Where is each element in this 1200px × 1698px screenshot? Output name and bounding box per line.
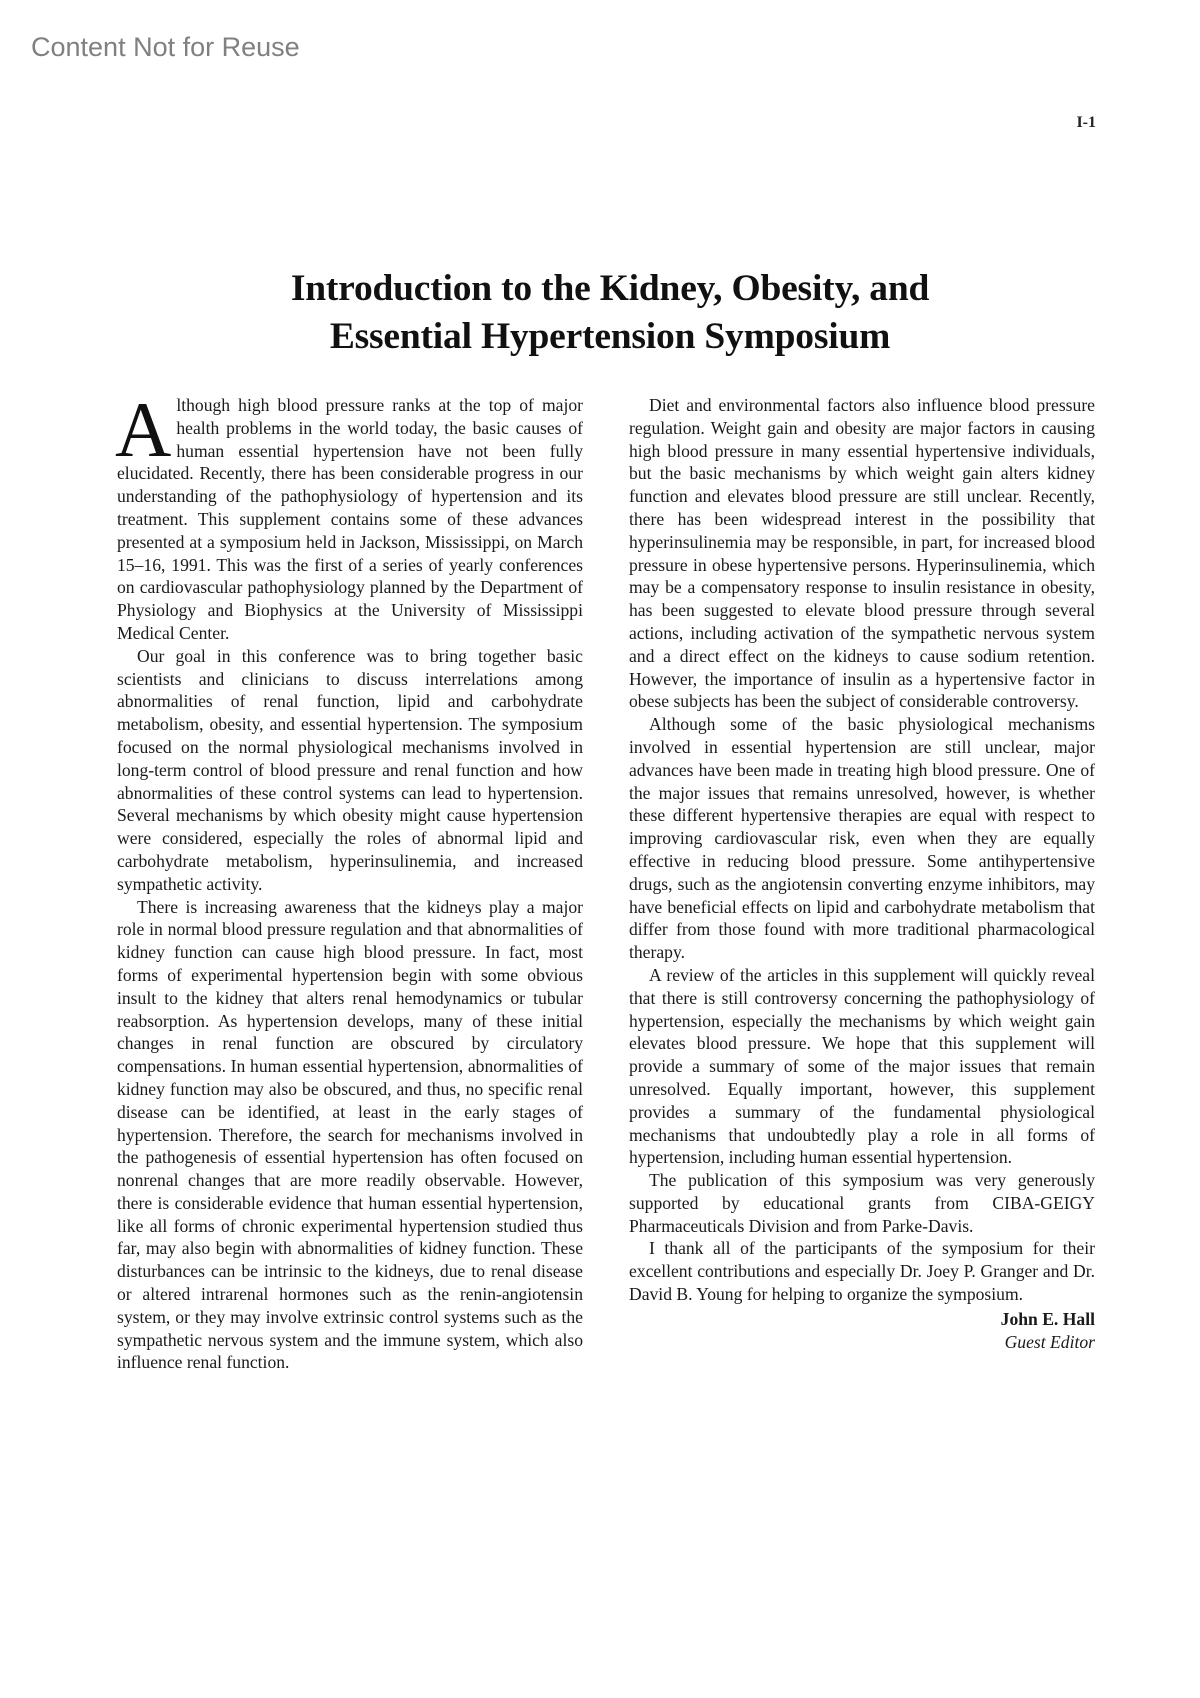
right-column xyxy=(629,394,1095,1353)
paragraph: Our goal in this conference was to bring together basic scientists and clinicians to discuss interrelations among abnormalities of renal function, lipid and carbohydrate metabolism, obesity, and essential hypertension. The symposium focused on the normal physiological mechanisms involved in long-term control of blood pressure and renal function and how abnormalities of these control systems can lead to hypertension. Several mechanisms by which obesity might cause hypertension were considered, especially the roles of abnormal lipid and carbohydrate metabolism, hyperinsulinemia, and increased sympathetic activity. xyxy=(117,645,583,894)
title-line-1: Introduction to the Kidney, Obesity, and xyxy=(290,268,930,309)
drop-cap: A xyxy=(115,386,172,473)
paragraph-text: lthough high blood pressure ranks at the top of major health problems in the world today, the basic causes of human essential hypertension have not been fully elucidated. Recently, there has been considerable progress in our understanding of the pathophysiology of hypertension and its treatment. This supplement contains some of these advances presented at a symposium held in Jackson, Mississippi, on March 15–16, 1991. This was the first of a series of yearly conferences on cardiovascular pathophysiology planned by the Department of Physiology and Biophysics at the University of Mississippi Medical Center. xyxy=(117,395,583,643)
paragraph: Although some of the basic physiological mechanisms involved in essential hypertension are still unclear, major advances have been made in treating high blood pressure. One of the major issues that remains unresolved, however, is whether these different hypertensive therapies are equal with respect to improving cardiovascular risk, even when they are equally effective in reducing blood pressure. Some antihypertensive drugs, such as the angiotensin converting enzyme inhibitors, may have beneficial effects on lipid and carbohydrate metabolism that differ from those found with more traditional pharmacological therapy. xyxy=(629,714,1095,963)
paragraph xyxy=(115,386,583,645)
watermark-text: Content Not for Reuse xyxy=(31,32,300,62)
author-name: John E. Hall xyxy=(1000,1308,1095,1329)
title-line-2: Essential Hypertension Symposium xyxy=(329,316,891,357)
author-role: Guest Editor xyxy=(1004,1331,1095,1352)
paragraph: I thank all of the participants of the symposium for their excellent contributions and especially Dr. Joey P. Granger and Dr. David B. Young for helping to organize the symposium. xyxy=(629,1238,1095,1305)
paragraph: Diet and environmental factors also influence blood pressure regulation. Weight gain and obesity are major factors in causing high blood pressure in many essential hypertensive individuals, but the basic mechanisms by which weight gain alters kidney function and elevates blood pressure are still unclear. Recently, there has been widespread interest in the possibility that hyperinsulinemia may be responsible, in part, for increased blood pressure in obese hypertensive persons. Hyperinsulinemia, which may be a compensatory response to insulin resistance in obesity, has been suggested to elevate blood pressure through several actions, including activation of the sympathetic nervous system and a direct effect on the kidneys to cause sodium retention. However, the importance of insulin as a hypertensive factor in obese subjects has been the subject of considerable controversy. xyxy=(629,395,1095,712)
paragraph: The publication of this symposium was very generously supported by educational grants from CIBA-GEIGY Pharmaceuticals Division and from Parke-Davis. xyxy=(629,1170,1095,1236)
page-number: I-1 xyxy=(1076,114,1096,131)
paragraph: There is increasing awareness that the kidneys play a major role in normal blood pressure regulation and that abnormalities of kidney function can cause high blood pressure. In fact, most forms of experimental hypertension begin with some obvious insult to the kidney that alters renal hemodynamics or tubular reabsorption. As hypertension develops, many of these initial changes in renal function are obscured by circulatory compensations. In human essential hypertension, abnormalities of kidney function may also be obscured, and thus, no specific renal disease can be identified, at least in the early stages of hypertension. Therefore, the search for mechanisms involved in the pathogenesis of essential hypertension has often focused on nonrenal changes that are more readily observable. However, there is considerable evidence that human essential hypertension, like all forms of chronic experimental hypertension studied thus far, may also begin with abnormalities of kidney function. These disturbances can be intrinsic to the kidneys, due to renal disease or altered intrarenal hormones such as the renin-angiotensin system, or they may involve extrinsic control systems such as the sympathetic nervous system and the immune system, which also influence renal function. xyxy=(117,896,583,1373)
signature-block xyxy=(629,1308,1095,1354)
paragraph: A review of the articles in this supplement will quickly reveal that there is still controversy concerning the pathophysiology of hypertension, especially the mechanisms by which weight gain elevates blood pressure. We hope that this supplement will provide a summary of some of the major issues that remain unresolved. Equally important, however, this supplement provides a summary of the fundamental physiological mechanisms that undoubtedly play a role in all forms of hypertension, including human essential hypertension. xyxy=(629,964,1095,1168)
left-column xyxy=(115,386,583,1374)
article-title xyxy=(0,265,1200,361)
